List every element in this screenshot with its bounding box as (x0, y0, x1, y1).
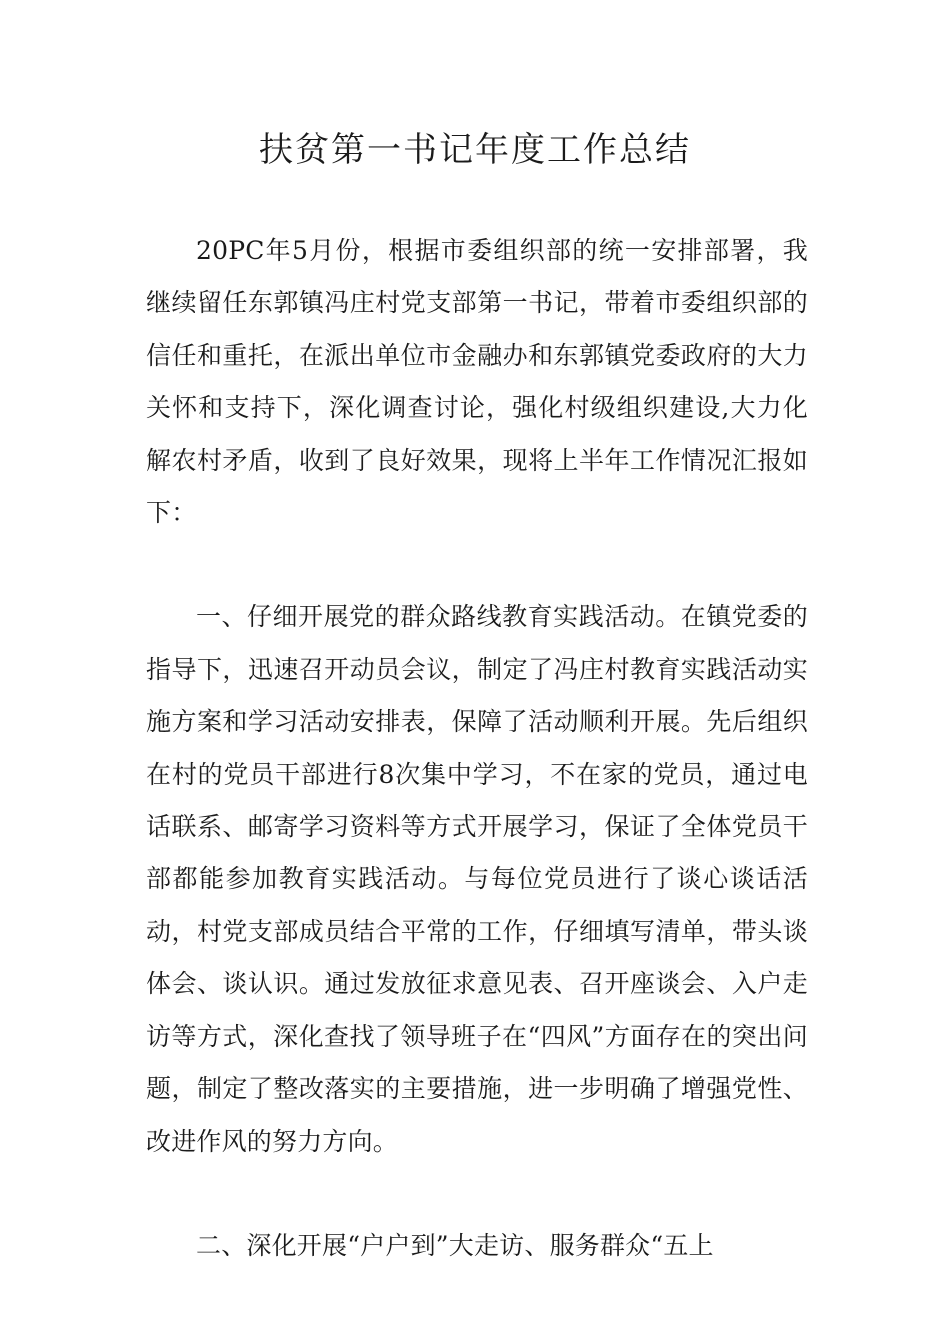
paragraph-intro: 20PC年5月份，根据市委组织部的统一安排部署，我继续留任东郭镇冯庄村党支部第一书记，带着市委组织部的信任和重托，在派出单位市金融办和东郭镇党委政府的大力关怀和支持下，深化调查讨论，强化村级组织建设,大力化解农村矛盾，收到了良好效果，现将上半年工作情况汇报如下： (146, 236, 808, 528)
document-title: 扶贫第一书记年度工作总结 (259, 130, 691, 170)
document-body (146, 225, 808, 1272)
paragraph-section-1: 一、仔细开展党的群众路线教育实践活动。在镇党委的指导下，迅速召开动员会议，制定了冯庄村教育实践活动实施方案和学习活动安排表，保障了活动顺利开展。先后组织在村的党员干部进行8次集中学习，不在家的党员，通过电话联系、邮寄学习资料等方式开展学习，保证了全体党员干部都能参加教育实践活动。与每位党员进行了谈心谈话活动，村党支部成员结合平常的工作，仔细填写清单，带头谈体会、谈认识。通过发放征求意见表、召开座谈会、入户走访等方式，深化查找了领导班子在“四风”方面存在的突出问题，制定了整改落实的主要措施，进一步明确了增强党性、改进作风的努力方向。 (146, 602, 808, 1156)
paragraph-section-2: 二、深化开展“户户到”大走访、服务群众“五上 (196, 1230, 714, 1260)
